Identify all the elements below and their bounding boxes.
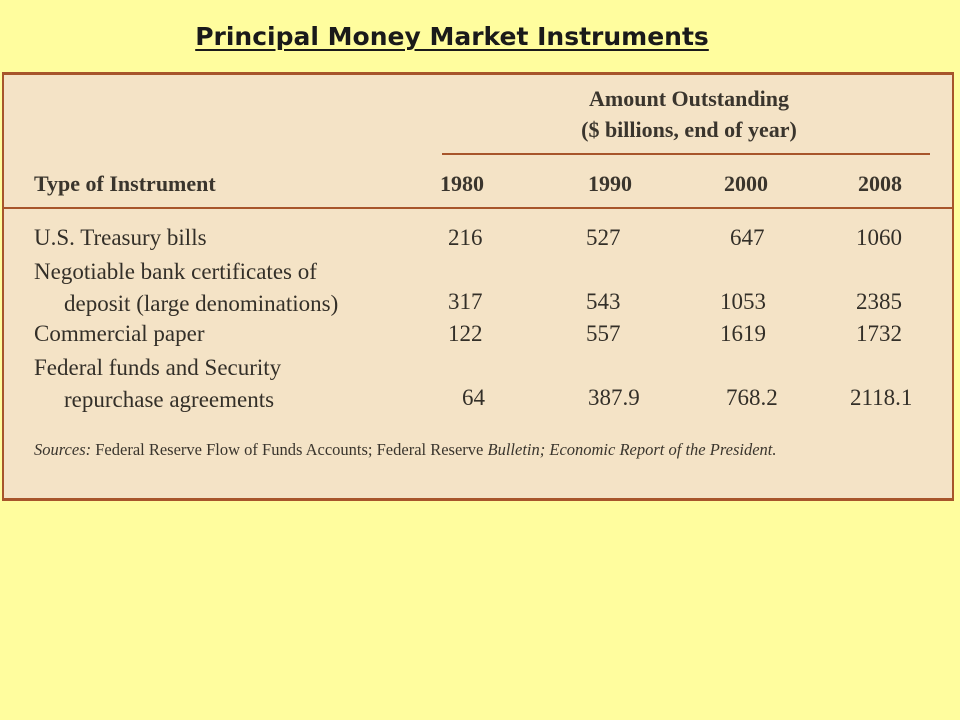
table-cell: 527 bbox=[586, 225, 621, 250]
table-cell: 557 bbox=[586, 321, 621, 346]
table-cell: 768.2 bbox=[726, 385, 778, 410]
column-header-2000: 2000 bbox=[724, 171, 768, 196]
amount-outstanding-header bbox=[442, 83, 936, 145]
table-row-label: Commercial paper bbox=[34, 321, 205, 346]
table-cell: 1732 bbox=[856, 321, 902, 346]
table-row-label: Negotiable bank certificates of deposit (large denominations) bbox=[34, 259, 339, 316]
column-header-type: Type of Instrument bbox=[34, 171, 216, 196]
table-cell: 216 bbox=[448, 225, 483, 250]
table-cell: 1060 bbox=[856, 225, 902, 250]
slide-title: Principal Money Market Instruments bbox=[195, 22, 709, 51]
table-cell: 122 bbox=[448, 321, 483, 346]
table-row-label: Federal funds and Security repurchase agreements bbox=[34, 355, 282, 412]
sources-note: Sources: Federal Reserve Flow of Funds Accounts; Federal Reserve Bulletin; Economic Report of the President. bbox=[34, 440, 777, 459]
column-header-1990: 1990 bbox=[588, 171, 632, 196]
table-cell: 2385 bbox=[856, 289, 902, 314]
table-cell: 317 bbox=[448, 289, 483, 314]
column-header-2008: 2008 bbox=[858, 171, 902, 196]
table-cell: 647 bbox=[730, 225, 765, 250]
table-cell: 2118.1 bbox=[850, 385, 913, 410]
column-header-1980: 1980 bbox=[440, 171, 484, 196]
table-row-label: U.S. Treasury bills bbox=[34, 225, 207, 250]
group-header-line2: ($ billions, end of year) bbox=[581, 117, 797, 142]
table-cell: 543 bbox=[586, 289, 621, 314]
group-header-rule bbox=[442, 153, 930, 155]
table-cell: 1053 bbox=[720, 289, 766, 314]
instruments-table bbox=[2, 72, 954, 501]
header-rule bbox=[4, 207, 952, 209]
group-header-line1: Amount Outstanding bbox=[589, 86, 789, 111]
table-cell: 387.9 bbox=[588, 385, 640, 410]
table-cell: 1619 bbox=[720, 321, 766, 346]
table-cell: 64 bbox=[462, 385, 485, 410]
